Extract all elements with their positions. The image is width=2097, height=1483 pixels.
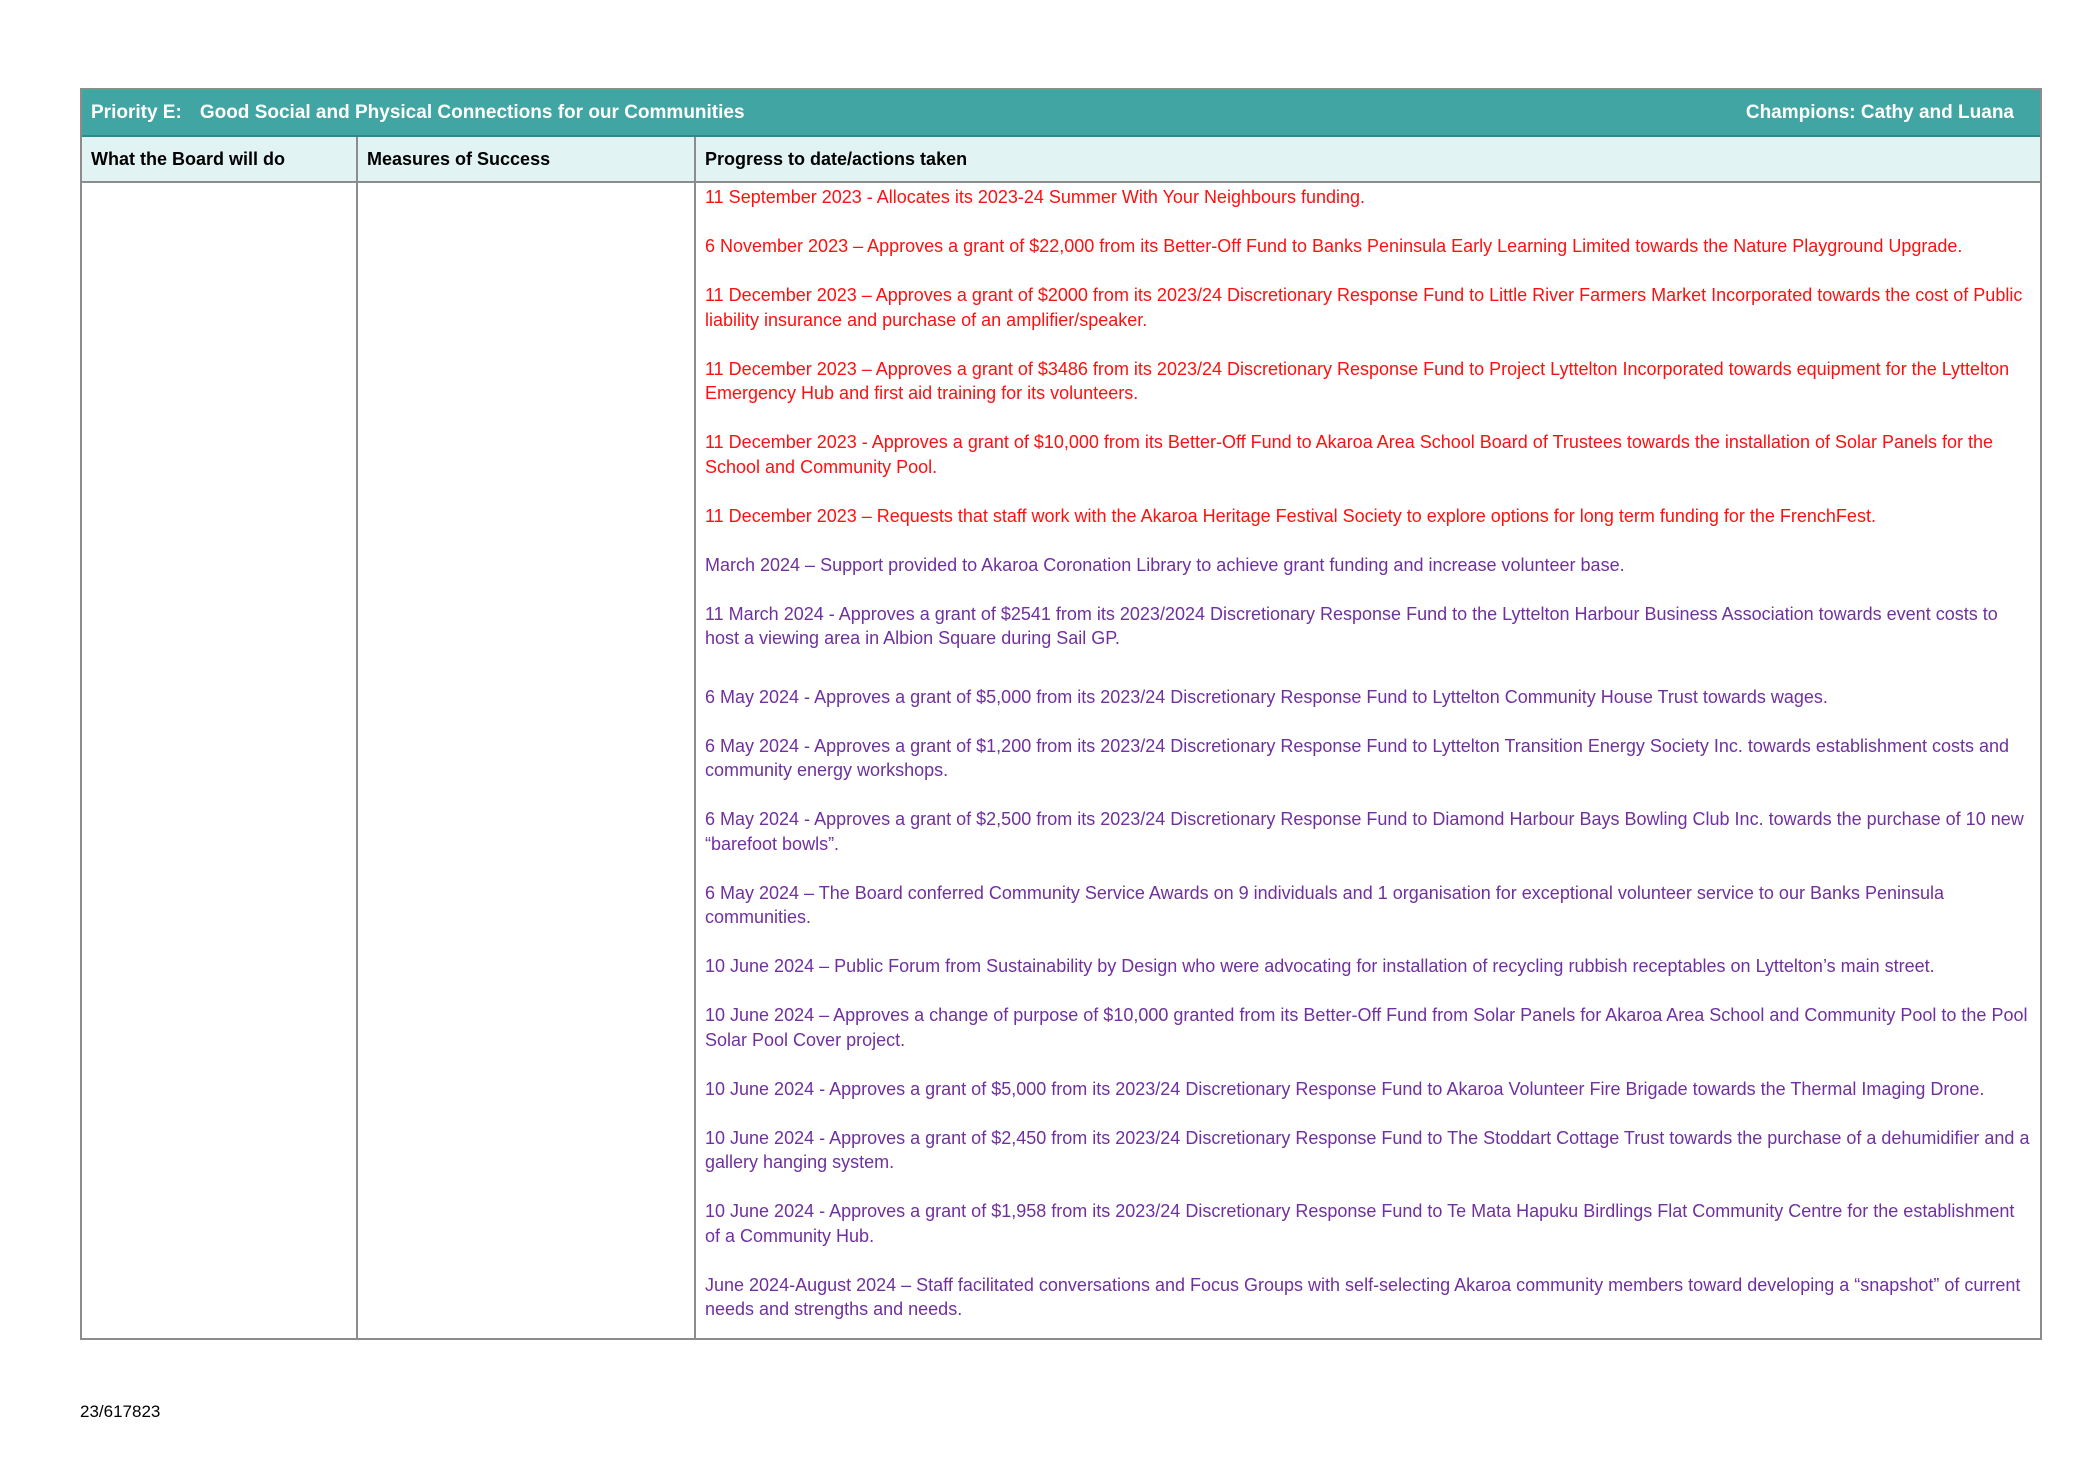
column-header-progress: Progress to date/actions taken [705, 148, 968, 169]
progress-cell [696, 183, 2040, 1338]
column-header-what: What the Board will do [82, 137, 358, 181]
champions-label: Champions: Cathy and Luana [1745, 101, 2014, 123]
column-header-measures: Measures of Success [358, 137, 696, 181]
progress-entry: 11 September 2023 - Allocates its 2023-24 Summer With Your Neighbours funding. [705, 187, 1366, 207]
progress-entry: 6 November 2023 – Approves a grant of $22,000 from its Better-Off Fund to Banks Peninsula Early Learning Limited towards the Nature Playground Upgrade. [705, 236, 1963, 256]
progress-entry: 6 May 2024 - Approves a grant of $2,500 from its 2023/24 Discretionary Response Fund to Diamond Harbour Bays Bowling Club Inc. towards the purchase of 10 new “barefoot bowls”. [705, 809, 2024, 854]
priority-label: Priority E: [91, 101, 182, 123]
progress-entry: 6 May 2024 – The Board conferred Community Service Awards on 9 individuals and 1 organisation for exceptional volunteer service to our Banks Peninsula communities. [705, 882, 1945, 927]
progress-entry: 11 December 2023 - Approves a grant of $10,000 from its Better-Off Fund to Akaroa Area School Board of Trustees towards the installation of Solar Panels for the School and Community Pool. [705, 432, 1994, 477]
progress-entry: 10 June 2024 - Approves a grant of $5,000 from its 2023/24 Discretionary Response Fund to Akaroa Volunteer Fire Brigade towards the Thermal Imaging Drone. [705, 1078, 1985, 1099]
measures-cell [358, 183, 696, 1338]
progress-entry: 10 June 2024 – Public Forum from Sustainability by Design who were advocating for installation of recycling rubbish receptables on Lyttelton’s main street. [705, 956, 1935, 976]
progress-entry: 11 March 2024 - Approves a grant of $2541 from its 2023/2024 Discretionary Response Fund to the Lyttelton Harbour Business Association towards event costs to host a viewing area in Albion Square during Sail GP. [705, 603, 1998, 648]
progress-entry: 10 June 2024 - Approves a grant of $2,450 from its 2023/24 Discretionary Response Fund to The Stoddart Cottage Trust towards the purchase of a dehumidifier and a gallery hanging system. [705, 1127, 2030, 1172]
priority-title: Good Social and Physical Connections for our Communities [199, 101, 745, 123]
progress-entry: March 2024 – Support provided to Akaroa Coronation Library to achieve grant funding and increase volunteer base. [705, 554, 1625, 575]
table-row [82, 183, 2040, 1338]
column-headers [82, 137, 2040, 183]
document-reference: 23/617823 [80, 1402, 161, 1421]
what-cell [82, 183, 358, 1338]
priority-title-group [91, 102, 745, 124]
progress-entry: 10 June 2024 - Approves a grant of $1,958 from its 2023/24 Discretionary Response Fund to Te Mata Hapuku Birdlings Flat Community Centre for the establishment of a Community Hub. [705, 1201, 2015, 1246]
priority-header [82, 90, 2040, 137]
progress-entry: 11 December 2023 – Approves a grant of $2000 from its 2023/24 Discretionary Response Fund to Little River Farmers Market Incorporated towards the cost of Public liability insurance and purchase of an amplifier/speaker. [705, 285, 2023, 330]
progress-entry: 11 December 2023 – Requests that staff work with the Akaroa Heritage Festival Society to explore options for long term funding for the FrenchFest. [705, 505, 1876, 526]
progress-entry: 10 June 2024 – Approves a change of purpose of $10,000 granted from its Better-Off Fund from Solar Panels for Akaroa Area School and Community Pool to the Pool Solar Pool Cover project. [705, 1005, 2028, 1050]
progress-entry: June 2024-August 2024 – Staff facilitated conversations and Focus Groups with self-selecting Akaroa community members toward developing a “snapshot” of current needs and strengths and needs. [705, 1274, 2021, 1319]
progress-entry: 11 December 2023 – Approves a grant of $3486 from its 2023/24 Discretionary Response Fund to Project Lyttelton Incorporated towards equipment for the Lyttelton Emergency Hub and first aid training for its volunteers. [705, 358, 2010, 403]
priority-table [80, 88, 2042, 1340]
progress-entry: 6 May 2024 - Approves a grant of $1,200 from its 2023/24 Discretionary Response Fund to Lyttelton Transition Energy Society Inc. towards establishment costs and community energy workshops. [705, 735, 2010, 780]
progress-entry: 6 May 2024 - Approves a grant of $5,000 from its 2023/24 Discretionary Response Fund to Lyttelton Community House Trust towards wages. [705, 686, 1828, 707]
